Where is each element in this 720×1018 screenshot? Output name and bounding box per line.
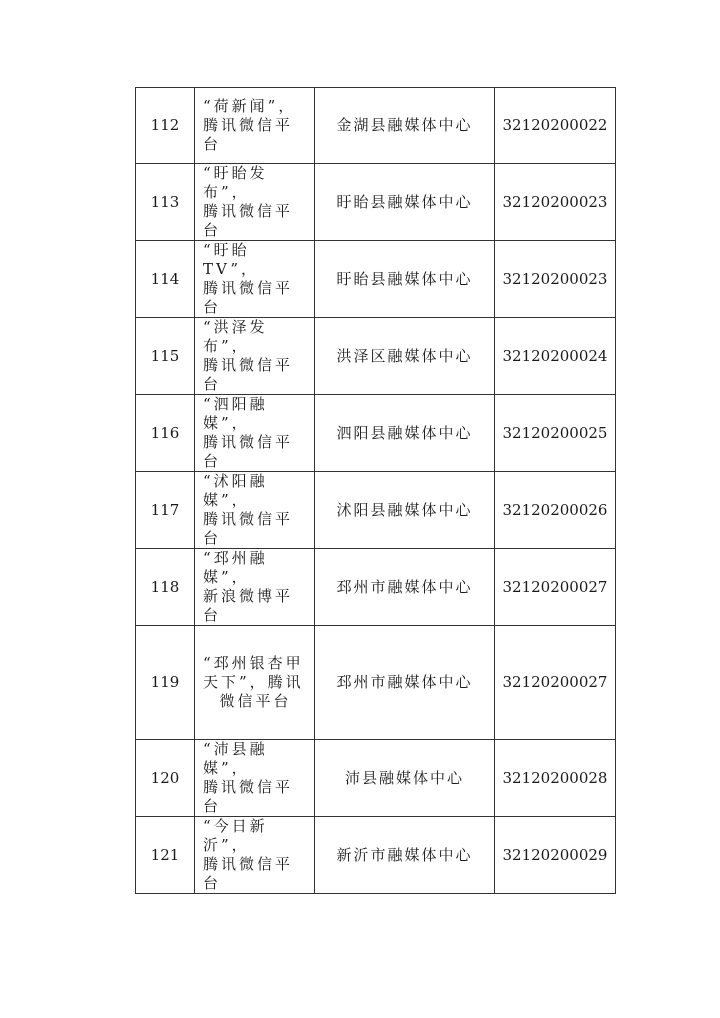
license-code-cell: 32120200027 — [495, 549, 616, 626]
platform-name-line: 腾讯微信平台 — [203, 202, 294, 239]
row-number: 116 — [136, 395, 195, 472]
platform-name-line: “盱眙发布”， — [203, 164, 268, 201]
table-row — [136, 88, 616, 164]
organization-cell: 盱眙县融媒体中心 — [315, 164, 495, 241]
license-code-cell: 32120200023 — [495, 164, 616, 241]
platform-name-cell — [195, 395, 315, 472]
platform-name-cell — [195, 241, 315, 318]
organization-cell: 洪泽区融媒体中心 — [315, 318, 495, 395]
platform-name-cell — [195, 817, 315, 894]
organization-cell: 沛县融媒体中心 — [315, 740, 495, 817]
platform-name-line: 腾讯微信平台 — [203, 433, 294, 470]
license-code-cell: 32120200026 — [495, 472, 616, 549]
media-registry-table — [135, 87, 616, 894]
organization-cell: 邳州市融媒体中心 — [315, 626, 495, 740]
organization-cell: 盱眙县融媒体中心 — [315, 241, 495, 318]
license-code-cell: 32120200022 — [495, 88, 616, 164]
platform-name-line: “盱眙 TV”， — [203, 241, 260, 278]
license-code-cell: 32120200028 — [495, 740, 616, 817]
table-row — [136, 241, 616, 318]
platform-name-cell — [195, 740, 315, 817]
organization-cell: 金湖县融媒体中心 — [315, 88, 495, 164]
license-code-cell: 32120200027 — [495, 626, 616, 740]
platform-name-line: 腾讯微信平台 — [203, 356, 294, 393]
platform-name-line: 腾讯微信平台 — [203, 778, 294, 815]
platform-name-line: 天下”，腾讯 — [203, 673, 304, 691]
row-number: 115 — [136, 318, 195, 395]
row-number: 114 — [136, 241, 195, 318]
platform-name-cell — [195, 164, 315, 241]
platform-name-cell — [195, 88, 315, 164]
row-number: 112 — [136, 88, 195, 164]
platform-name-cell — [195, 318, 315, 395]
table-row — [136, 164, 616, 241]
table-row — [136, 395, 616, 472]
platform-name-cell — [195, 626, 315, 740]
row-number: 118 — [136, 549, 195, 626]
table-row — [136, 472, 616, 549]
table-body — [136, 88, 616, 894]
row-number: 117 — [136, 472, 195, 549]
platform-name-line: “沭阳融媒”， — [203, 472, 268, 509]
table-row — [136, 318, 616, 395]
organization-cell: 邳州市融媒体中心 — [315, 549, 495, 626]
license-code-cell: 32120200023 — [495, 241, 616, 318]
platform-name-cell — [195, 549, 315, 626]
table-row — [136, 626, 616, 740]
platform-name-line: “邳州银杏甲 — [203, 654, 304, 672]
platform-name-line: “泗阳融媒”， — [203, 395, 268, 432]
platform-name-cell — [195, 472, 315, 549]
platform-name-line: “洪泽发布”， — [203, 318, 268, 355]
platform-name-line: “沛县融媒”， — [203, 740, 268, 777]
platform-name-line: 微信平台 — [219, 692, 292, 710]
platform-name-line: 腾讯微信平台 — [203, 116, 294, 153]
table-row — [136, 740, 616, 817]
license-code-cell: 32120200024 — [495, 318, 616, 395]
table-row — [136, 549, 616, 626]
platform-name-line: 腾讯微信平台 — [203, 279, 294, 316]
platform-name-line: “今日新沂”， — [203, 817, 268, 854]
row-number: 121 — [136, 817, 195, 894]
organization-cell: 沭阳县融媒体中心 — [315, 472, 495, 549]
table-row — [136, 817, 616, 894]
organization-cell: 新沂市融媒体中心 — [315, 817, 495, 894]
license-code-cell: 32120200029 — [495, 817, 616, 894]
platform-name-line: 腾讯微信平台 — [203, 855, 294, 892]
license-code-cell: 32120200025 — [495, 395, 616, 472]
row-number: 113 — [136, 164, 195, 241]
platform-name-line: 腾讯微信平台 — [203, 510, 294, 547]
platform-name-line: 新浪微博平台 — [203, 587, 294, 624]
row-number: 120 — [136, 740, 195, 817]
organization-cell: 泗阳县融媒体中心 — [315, 395, 495, 472]
platform-name-line: “荷新闻”， — [203, 97, 297, 115]
platform-name-line: “邳州融媒”， — [203, 549, 268, 586]
row-number: 119 — [136, 626, 195, 740]
